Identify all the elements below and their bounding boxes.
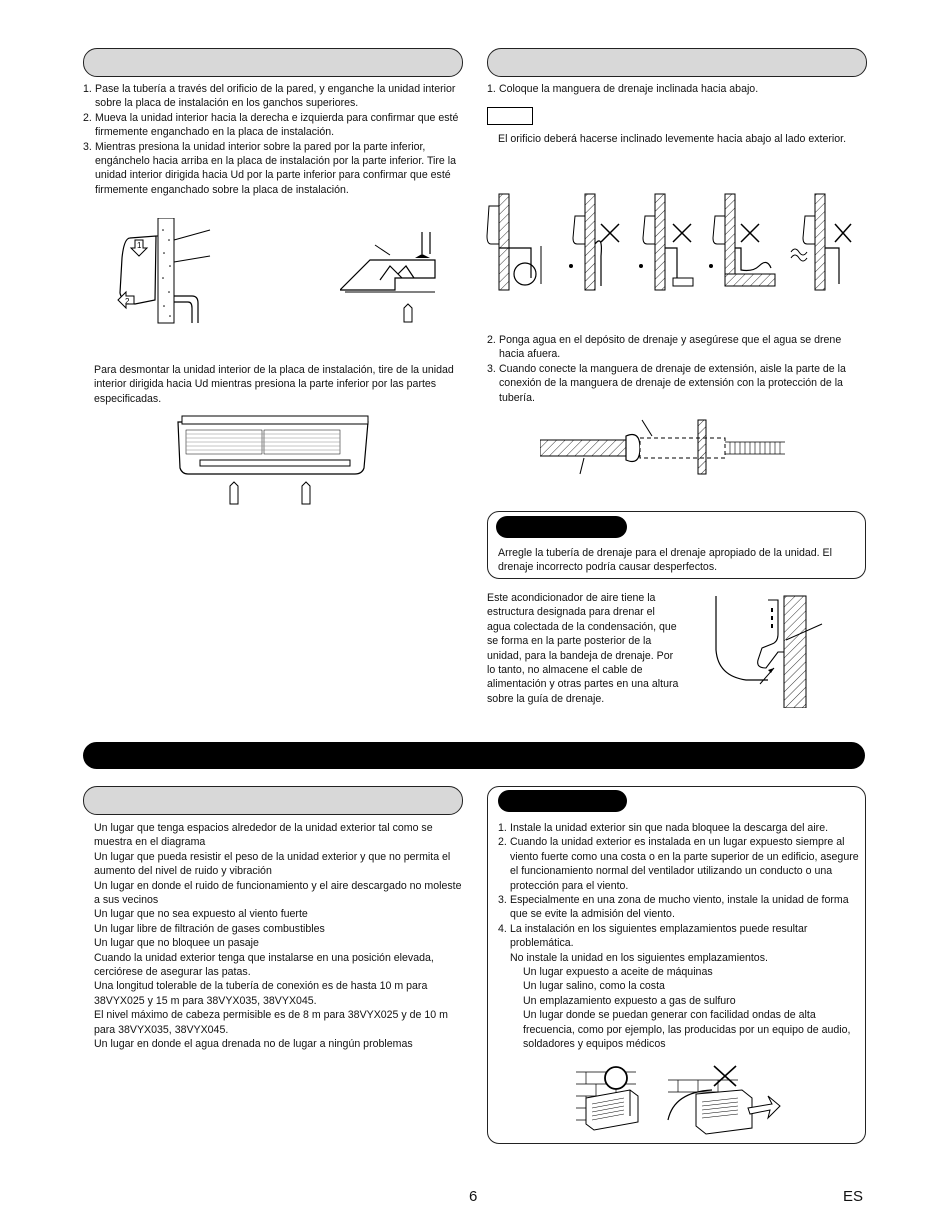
no-install-list xyxy=(498,965,862,1051)
note-text: El orificio deberá hacerse inclinado levemente hacia abajo al lado exterior. xyxy=(498,133,847,145)
location-item: Cuando la unidad exterior tenga que instalarse en una posición elevada, cerciórese de asegurar las patas. xyxy=(94,951,434,979)
drain-steps-a xyxy=(487,82,867,96)
drain-step-1: 1. Coloque la manguera de drenaje inclinada hacia abajo. xyxy=(487,83,759,95)
language-code: ES xyxy=(843,1188,864,1205)
location-item: Un lugar libre de filtración de gases combustibles xyxy=(94,922,325,935)
outdoor-caution-badge xyxy=(498,790,627,812)
outdoor-step-3: 3. Especialmente en una zona de mucho viento, instale la unidad de forma que se evite la admisión del viento. xyxy=(498,894,849,921)
outdoor-step-2: 2. Cuando la unidad exterior es instalada en un lugar expuesto siempre al viento fuerte como una costa o en la parte superior de un edificio, asegure el funcionamiento normal del ventilador utilizando un conducto o una protección para el viento. xyxy=(498,836,859,892)
drain-step-3: 3. Cuando conecte la manguera de drenaje de extensión, aisle la parte de la conexión de la manguera de drenaje de extensión con la protección de la tubería. xyxy=(487,362,846,404)
install-step-3: 3. Mientras presiona la unidad interior sobre la pared por la parte inferior, engánchelo hacia arriba en la placa de instalación por la parte inferior. Tire la unidad interior dirigida hacia Ud por la parte inferior para confirmar que esté firmemente enganchado sobre la placa de instalación. xyxy=(83,140,456,196)
location-item: Un lugar que no bloquee un pasaje xyxy=(94,937,259,950)
no-install-item: Un lugar donde se puedan generar con facilidad ondas de alta frecuencia, como por ejemplo, las producidas por un equipo de audio, soldadores y equipos médicos xyxy=(523,1009,851,1051)
location-item: El nivel máximo de cabeza permisible es de 8 m para 38VYX025 y de 10 m para 38VYX035, 38VYX045. xyxy=(94,1009,448,1036)
caution-badge xyxy=(496,516,627,538)
location-item: Un lugar que pueda resistir el peso de la unidad exterior y que no permita el aumento del nivel de ruido y vibración xyxy=(94,850,451,878)
location-item: Una longitud tolerable de la tubería de conexión es de hasta 10 m para 38VYX025 y 15 m para 38VYX035, 38VYX045. xyxy=(94,980,428,1007)
install-step-1: 1. Pase la tubería a través del orificio de la pared, y enganche la unidad interior sobre la placa de instalación en los ganchos superiores. xyxy=(83,83,456,110)
structure-text: Este acondicionador de aire tiene la estructura designada para drenar el agua colectada de la condensación, que se forma en la parte posterior de la unidad, para la bandeja de drenaje. Por lo tanto, no almacene el cable de alimentación y otras partes en una altura sobre la guía de drenaje. xyxy=(487,592,679,705)
section-header-left-bottom xyxy=(83,786,463,815)
location-item: Un lugar en donde el ruido de funcionamiento y el aire descargado no moleste a sus vecinos xyxy=(94,879,462,907)
outdoor-step-1: 1. Instale la unidad exterior sin que nada bloquee la descarga del aire. xyxy=(498,822,829,834)
caution-text: Arregle la tubería de drenaje para el drenaje apropiado de la unidad. El drenaje incorrecto podría causar desperfectos. xyxy=(498,547,832,574)
no-install-item: Un emplazamiento expuesto a gas de sulfuro xyxy=(523,994,736,1007)
no-install-item: Un lugar expuesto a aceite de máquinas xyxy=(523,966,713,979)
install-steps xyxy=(83,82,468,197)
note-box xyxy=(487,107,533,125)
drain-steps-b xyxy=(487,333,867,405)
location-list xyxy=(94,821,466,1052)
location-item: Un lugar en donde el agua drenada no de lugar a ningún problemas xyxy=(94,1038,413,1051)
svg-text:1: 1 xyxy=(137,241,142,250)
drain-slope-figure xyxy=(485,186,865,296)
hook-detail-figure xyxy=(340,220,450,330)
location-item: Un lugar que no sea expuesto al viento fuerte xyxy=(94,908,308,921)
page-number: 6 xyxy=(469,1188,478,1205)
section-header-left-top xyxy=(83,48,463,77)
no-install-item: Un lugar salino, como la costa xyxy=(523,980,665,993)
outdoor-step-4: 4. La instalación en los siguientes emplazamientos puede resultar problemática. xyxy=(498,922,808,950)
extension-hose-figure xyxy=(540,414,800,480)
no-install-heading: No instale la unidad en los siguientes emplazamientos. xyxy=(510,951,768,964)
location-item: Un lugar que tenga espacios alrededor de la unidad exterior tal como se muestra en el diagrama xyxy=(94,822,433,849)
section-banner xyxy=(83,742,865,769)
outdoor-unit-figure xyxy=(572,1060,782,1140)
indoor-unit-figure xyxy=(170,412,380,522)
outdoor-steps xyxy=(498,821,862,1052)
remove-instructions: Para desmontar la unidad interior de la placa de instalación, tire de la unidad interior dirigida hacia Ud mientras presiona la parte inferior por las partes especificadas. xyxy=(94,364,454,405)
svg-text:2: 2 xyxy=(125,297,130,306)
hang-unit-figure xyxy=(100,218,230,328)
section-header-right-top xyxy=(487,48,867,77)
install-step-2: 2. Mueva la unidad interior hacia la derecha e izquierda para confirmar que esté firmemente enganchado en la placa de instalación. xyxy=(83,111,459,139)
drain-guide-figure xyxy=(712,594,832,708)
drain-step-2: 2. Ponga agua en el depósito de drenaje y asegúrese que el agua se drene hacia afuera. xyxy=(487,334,842,361)
